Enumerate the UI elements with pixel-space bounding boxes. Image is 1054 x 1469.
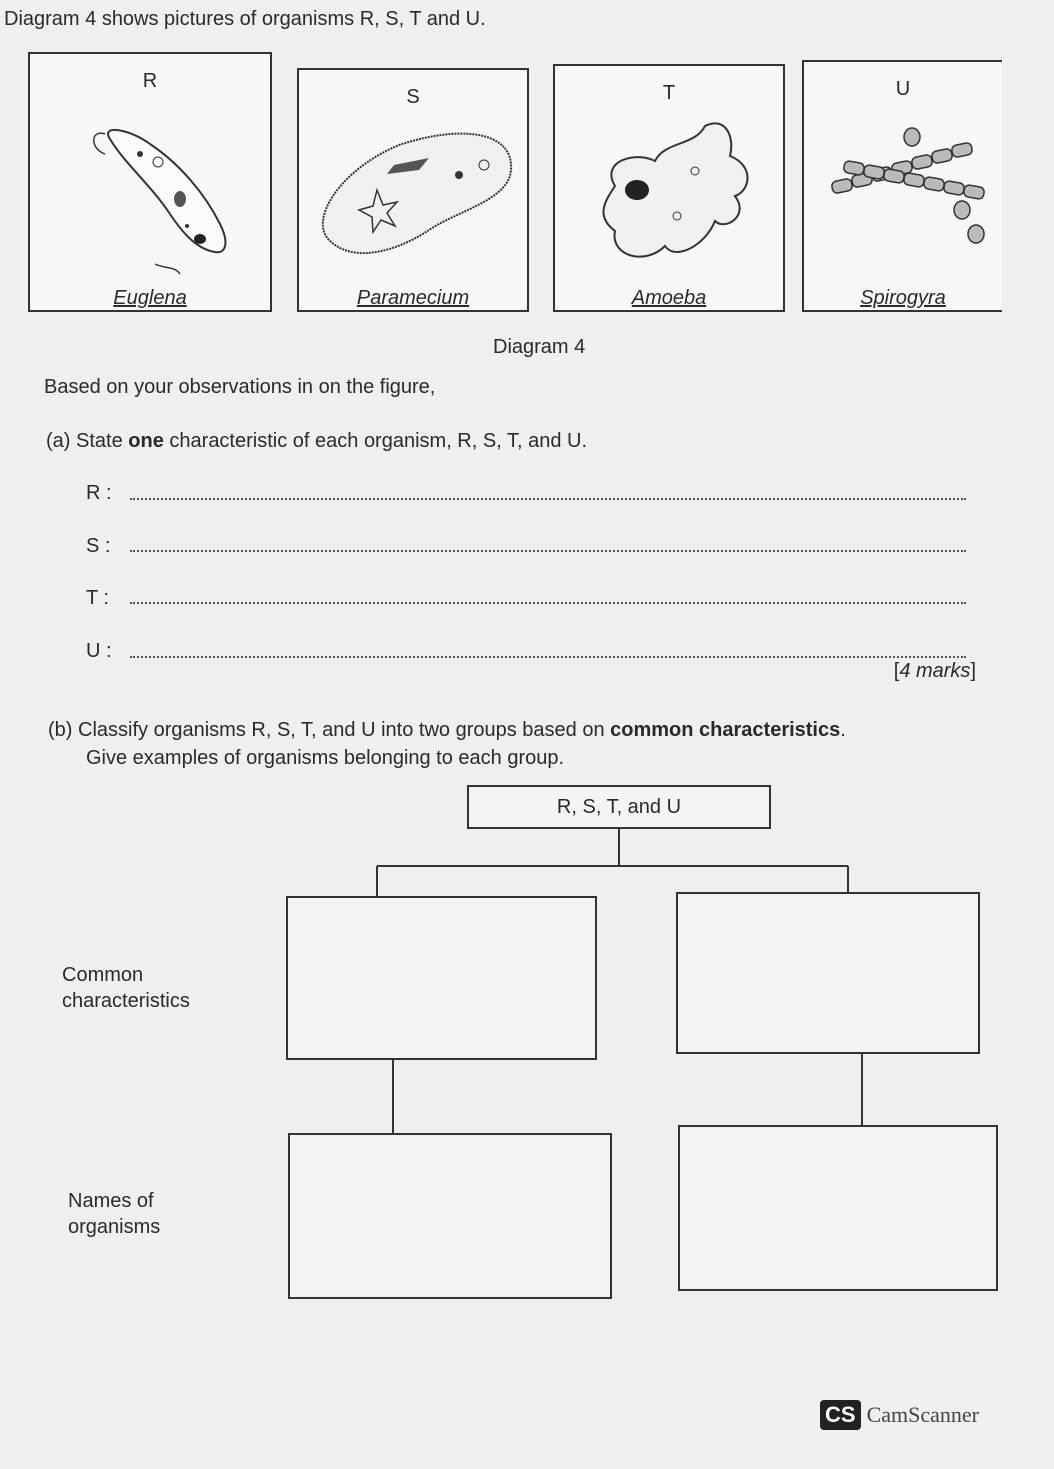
question-b: (b) Classify organisms R, S, T, and U into two groups based on common characteristics. Give examples of organisms belonging to each group. (48, 716, 846, 772)
marks-value: 4 marks (899, 660, 971, 682)
camscanner-logo: CS (820, 1400, 861, 1430)
organism-name: Paramecium (356, 287, 470, 309)
organism-name: Euglena (113, 287, 187, 309)
characteristics-box-left[interactable] (286, 896, 597, 1060)
question-a-label: (a) (46, 430, 71, 452)
intro-text: Diagram 4 shows pictures of organisms R, S, T and U. (4, 8, 486, 30)
question-b-label: (b) (48, 719, 73, 741)
question-a-text-before: State (76, 430, 123, 452)
answer-label-u: U : (86, 640, 112, 662)
based-on-text: Based on your observations in on the figure, (44, 376, 436, 398)
label-names-of-organisms: Names of organisms (68, 1190, 161, 1238)
question-b-line2: Give examples of organisms belonging to each group. (86, 747, 565, 769)
question-a-bold: one (128, 430, 164, 452)
characteristics-box-right[interactable] (676, 892, 980, 1054)
camscanner-text: CamScanner (866, 1402, 979, 1427)
root-box: R, S, T, and U (467, 785, 771, 829)
diagram-caption: Diagram 4 (493, 336, 586, 358)
organism-letter: U (895, 78, 911, 100)
names-box-right[interactable] (678, 1125, 998, 1291)
organism-letter: T (662, 82, 676, 104)
label-common-characteristics: Common characteristics (62, 964, 190, 1012)
names-box-left[interactable] (288, 1133, 612, 1299)
organism-letter: R (142, 70, 158, 92)
answer-label-s: S : (86, 535, 111, 557)
question-b-bold: common characteristics (610, 719, 841, 741)
marks: [4 marks] (893, 660, 976, 682)
organism-name: Spirogyra (860, 287, 946, 309)
answer-label-r: R : (86, 482, 112, 504)
organism-letter: S (406, 86, 420, 108)
organism-name: Amoeba (631, 287, 707, 309)
answer-label-t: T : (86, 587, 109, 609)
question-b-text-before: Classify organisms R, S, T, and U into two groups based on (78, 719, 605, 741)
camscanner-watermark (820, 1400, 979, 1430)
question-a-text-after: characteristic of each organism, R, S, T, and U. (169, 430, 587, 452)
